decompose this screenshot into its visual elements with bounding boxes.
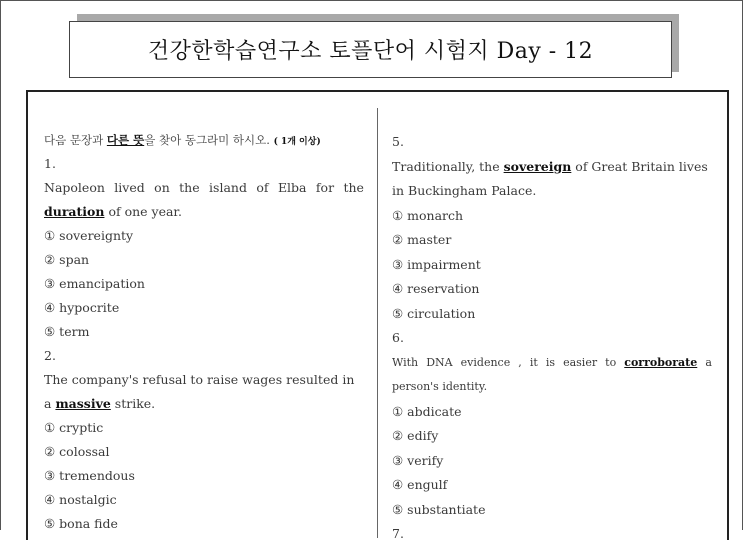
option[interactable]: ⑤ bona fide	[44, 516, 118, 531]
title-box	[69, 21, 672, 78]
option[interactable]: ③ tremendous	[44, 468, 135, 483]
option[interactable]: ① cryptic	[44, 420, 104, 435]
question-sentence: The company's refusal to raise wages resulted in	[44, 372, 355, 387]
question-sentence-cont: duration of one year.	[44, 204, 183, 219]
instruction: 다음 문장과 다른 뜻을 찾아 동그라미 하시오. ( 1개 이상)	[44, 133, 321, 147]
option[interactable]: ⑤ term	[44, 324, 90, 339]
option[interactable]: ① abdicate	[392, 403, 462, 419]
option[interactable]: ② colossal	[44, 444, 110, 459]
option[interactable]: ④ reservation	[392, 281, 480, 296]
option[interactable]: ③ verify	[392, 452, 444, 468]
question-sentence-cont: person's identity.	[392, 380, 488, 393]
option[interactable]: ③ emancipation	[44, 276, 145, 291]
question-sentence-cont: a massive strike.	[44, 396, 156, 411]
question-number: 7.	[392, 526, 404, 541]
option[interactable]: ① monarch	[392, 207, 464, 223]
option[interactable]: ⑤ circulation	[392, 305, 476, 321]
page-title: 건강한학습연구소 토플단어 시험지 Day - 12	[147, 39, 594, 64]
keyword: duration	[44, 204, 105, 219]
instruction-note: ( 1개 이상)	[273, 137, 321, 147]
right-column	[392, 130, 712, 547]
option[interactable]: ② span	[44, 252, 90, 267]
instruction-emphasis: 다른 뜻	[106, 133, 145, 147]
keyword: corroborate	[624, 355, 698, 369]
option[interactable]: ④ engulf	[392, 477, 448, 492]
question-number: 1.	[44, 156, 56, 171]
option[interactable]: ⑤ substantiate	[392, 501, 486, 517]
question-number: 2.	[44, 348, 56, 363]
question-sentence: With DNA evidence , it is easier to corroborate a	[392, 351, 712, 376]
question-sentence: Napoleon lived on the island of Elba for the	[44, 180, 364, 195]
keyword: sovereign	[503, 158, 572, 174]
question-sentence: Traditionally, the sovereign of Great Britain lives	[392, 158, 708, 174]
question-sentence-cont: in Buckingham Palace.	[392, 183, 537, 198]
left-column	[44, 128, 364, 536]
option[interactable]: ④ hypocrite	[44, 300, 120, 315]
column-divider	[377, 108, 378, 538]
question-number: 6.	[392, 330, 404, 345]
option[interactable]: ② master	[392, 232, 452, 247]
option[interactable]: ② edify	[392, 428, 439, 443]
keyword: massive	[55, 396, 111, 411]
question-number: 5.	[392, 134, 404, 149]
option[interactable]: ④ nostalgic	[44, 492, 117, 507]
option[interactable]: ① sovereignty	[44, 228, 134, 243]
option[interactable]: ③ impairment	[392, 256, 481, 272]
